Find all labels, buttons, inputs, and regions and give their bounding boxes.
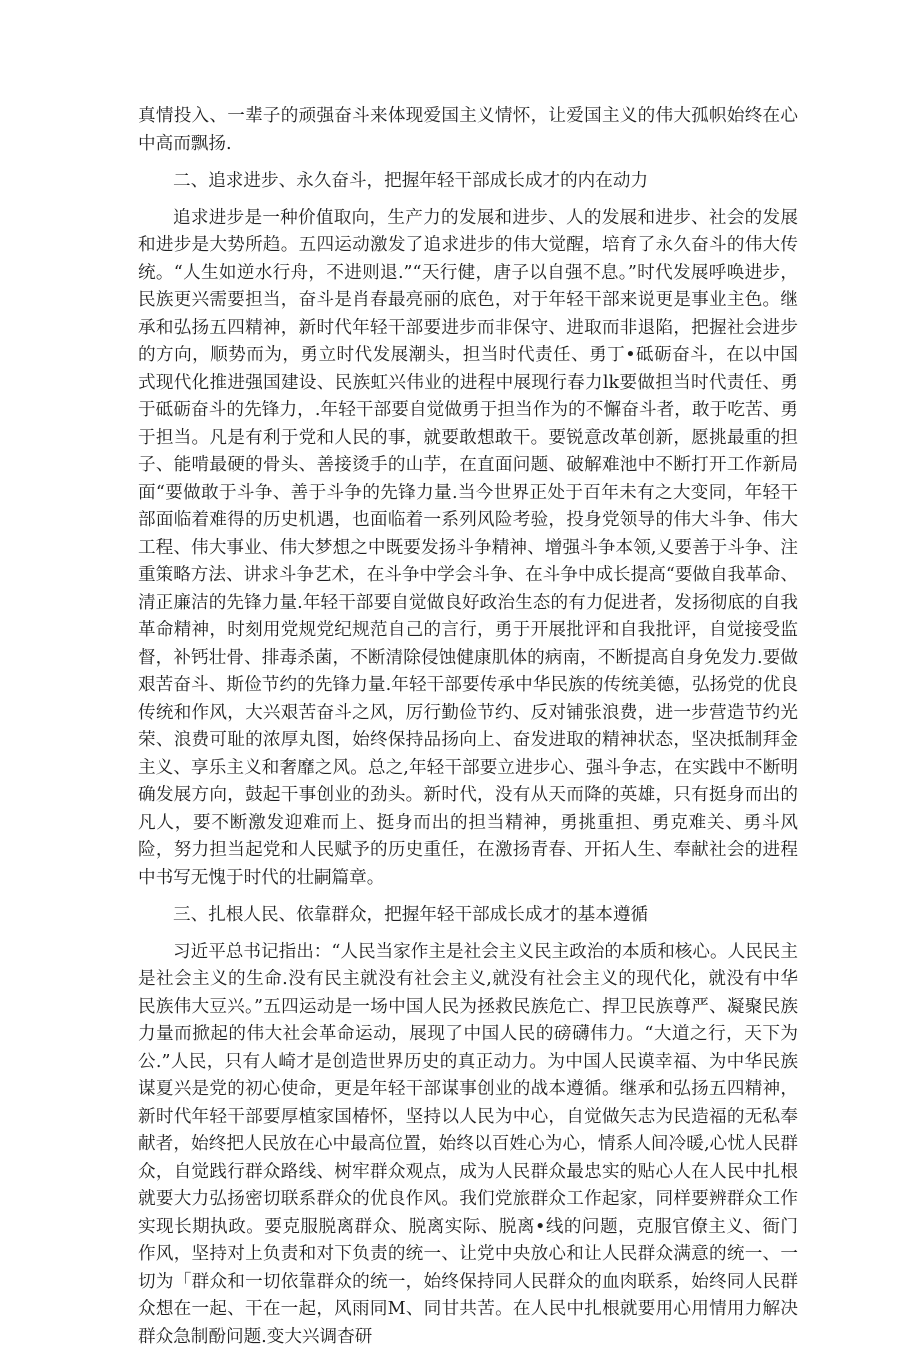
document-page xyxy=(138,103,798,1351)
section-3-paragraph: 习近平总书记指出：“人民当家作主是社会主义民主政治的本质和核心。人民民主是社会主义的生命.没有民主就没有社会主义,就没有社会主义的现代化，就没有中华民族伟大豆兴。”五四运动是一场中国人民为拯救民族危亡、捍卫民族尊严、凝聚民族力量而掀起的伟大社会革命运动，展现了中国人民的磅礴伟力。“大道之行，天下为公.”人民，只有人崎才是创造世界历史的真正动力。为中国人民谟幸福、为中华民族谋夏兴是党的初心使命，更是年轻干部谋事创业的战本遵循。继承和弘扬五四精神，新时代年轻干部要厚植家国椿怀，坚持以人民为中心，自觉做矢志为民造福的无私奉献者，始终把人民放在心中最高位置，始终以百姓心为心，情系人间冷暖,心忧人民群众，自觉践行群众路线、树牢群众观点，成为人民群众最忠实的贴心人在人民中扎根就要大力弘扬密切联系群众的优良作风。我们党旅群众工作起家，同样要辨群众工作实现长期执政。要克服脱离群众、脱离实际、脱离•线的问题，克服官僚主义、衙门作风，坚持对上负责和对下负责的统一、让党中央放心和让人民群众满意的统一、一切为「群众和一切依靠群众的统一，始终保持同人民群众的血肉联系，始终同人民群众想在一起、干在一起，风雨同M、同甘共苦。在人民中扎根就要用心用情用力解决群众急制酚问题.变大兴调杳研 xyxy=(138,939,798,1351)
section-2-paragraph: 追求进步是一种价值取向，生产力的发展和进步、人的发展和进步、社会的发展和进步是大势所趋。五四运动激发了追求进步的伟大觉醒，培育了永久奋斗的伟大传统。“人生如逆水行舟，不进则退.”“天行健，唐子以自强不息。”时代发展呼唤进步，民族更兴需要担当，奋斗是肖春最亮丽的底色，对于年轻干部来说更是事业主色。继承和弘扬五四精神，新时代年轻干部要进步而非保守、进取而非退陷，把握社会进步的方向，顺势而为，勇立时代发展潮头，担当时代责任、勇丁•砥砺奋斗，在以中国式现代化推进强国建设、民族虹兴伟业的进程中展现行春力lk要做担当时代责任、勇于砥砺奋斗的先锋力，.年轻干部要自觉做勇于担当作为的不懈奋斗者，敢于吃苦、勇于担当。凡是有利于党和人民的事，就要敢想敢干。要锐意改革创新，愿挑最重的担子、能啃最硬的骨头、善接烫手的山芋，在直面问题、破解难池中不断打开工作新局面“要做敢于斗争、善于斗争的先锋力量.当今世界正处于百年未有之大变同，年轻干部面临着难得的历史机遇，也面临着一系列风险考验，投身党领导的伟大斗争、伟大工程、伟大事业、伟大梦想之中既要发扬斗争精神、增强斗争本领,乂要善于斗争、注重策略方法、讲求斗争艺术，在斗争中学会斗争、在斗争中成长提高“要做自我革命、清正廉洁的先锋力量.年轻干部要自觉做良好政治生态的有力促进者，发扬彻底的自我革命精神，时刻用党规党纪规范自己的言行，勇于开展批评和自我批评，自觉接受监督，补钙壮骨、排毒杀菌，不断清除侵蚀健康肌体的病南，不断提高自身免发力.要做艰苦奋斗、斯俭节约的先锋力量.年轻干部要传承中华民族的传统美德，弘扬党的优良传统和作风，大兴艰苦奋斗之风，厉行勤俭节约、反对铺张浪费，进一步营造节约光荣、浪费可耻的浓厚丸图，始终保持品扬向上、奋发进取的精神状态，坚决抵制拜金主义、享乐主义和奢靡之风。总之,年轻干部要立进步心、强斗争志，在实践中不断明确发展方向，鼓起干事创业的劲头。新时代，没有从天而降的英雄，只有挺身而出的凡人，要不断激发迎难而上、挺身而出的担当精神，勇挑重担、勇克难关、勇斗风险，努力担当起党和人民赋予的历史重任，在激扬青春、开拓人生、奉献社会的进程中书写无愧于时代的壮嗣篇章。 xyxy=(138,205,798,893)
paragraph-continuation: 真情投入、一辈子的顽强奋斗来体现爱国主义情怀，让爱国主义的伟大孤帜始终在心中高而飘扬. xyxy=(138,103,798,158)
section-heading-2: 二、追求进步、永久奋斗，把握年轻干部成长成才的内在动力 xyxy=(138,168,798,196)
section-heading-3: 三、扎根人民、依靠群众，把握年轻干部成长成才的基本遵循 xyxy=(138,902,798,930)
